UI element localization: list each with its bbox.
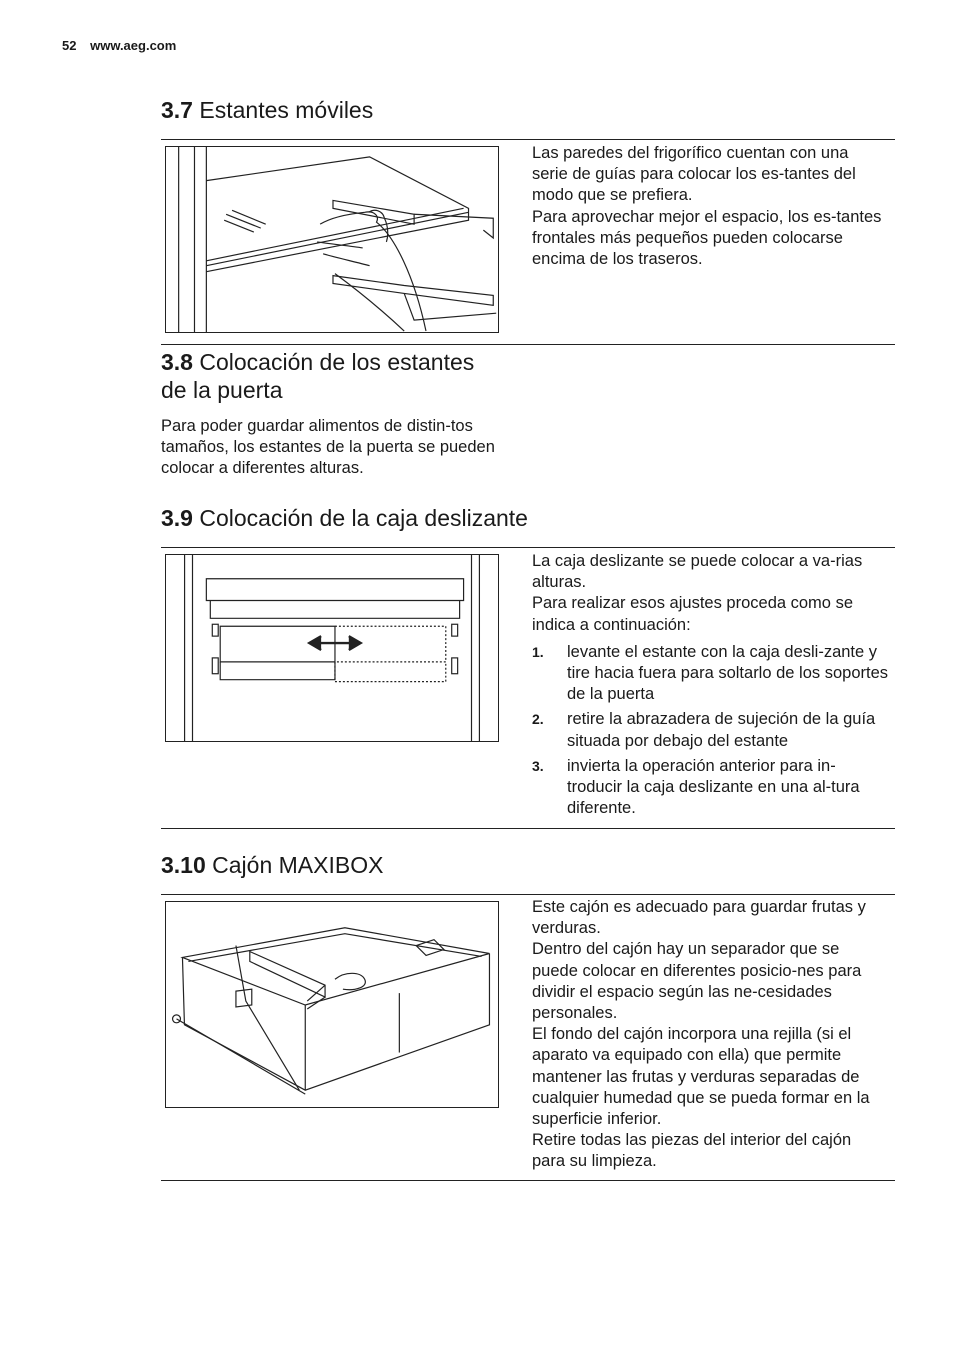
section-title-3-9 xyxy=(161,504,528,532)
figure-maxibox-drawer xyxy=(165,901,499,1108)
step-number: 3. xyxy=(532,757,544,774)
paragraph: La caja deslizante se puede colocar a va-rias alturas. xyxy=(532,552,863,592)
paragraph: Para realizar esos ajustes proceda como se indica a continuación: xyxy=(532,594,853,634)
paragraph: Este cajón es adecuado para guardar frutas y verduras. xyxy=(532,898,866,938)
list-item xyxy=(532,709,888,751)
figure-shelves xyxy=(165,146,499,333)
section-divider xyxy=(161,344,895,345)
section-title-3-8 xyxy=(161,348,474,404)
figure-sliding-box xyxy=(165,554,499,742)
steps-list xyxy=(532,642,888,820)
section-title-text: Cajón MAXIBOX xyxy=(212,852,384,878)
section-number: 3.9 xyxy=(161,505,193,531)
step-text: levante el estante con la caja desli-zante y tire hacia fuera para soltarlo de los soportes de la puerta xyxy=(567,642,889,704)
section-title-text: Estantes móviles xyxy=(199,97,374,123)
list-item xyxy=(532,756,888,820)
section-title-3-10 xyxy=(161,851,383,879)
step-text: invierta la operación anterior para in-troducir la caja deslizante en una al-tura diferente. xyxy=(567,756,860,818)
step-number: 1. xyxy=(532,643,544,660)
section-divider xyxy=(161,1180,895,1181)
section-title-3-7 xyxy=(161,96,373,124)
section-number: 3.7 xyxy=(161,97,193,123)
paragraph: Para aprovechar mejor el espacio, los es-tantes frontales más pequeños pueden colocarse encima de los traseros. xyxy=(532,207,882,269)
step-number: 2. xyxy=(532,711,544,728)
section-title-text: Colocación de la caja deslizante xyxy=(199,505,528,531)
text-3-10 xyxy=(532,897,888,1173)
paragraph: Dentro del cajón hay un separador que se puede colocar en diferentes posicio-nes para dividir el espacio según las ne-cesidades personales. xyxy=(532,940,862,1023)
paragraph: El fondo del cajón incorpora una rejilla (si el aparato va equipado con ella) que permite mantener las frutas y verduras separadas de cualquier humedad que se pueda formar en la superficie inferior. xyxy=(532,1025,870,1129)
step-text: retire la abrazadera de sujeción de la guía situada por debajo del estante xyxy=(567,710,876,750)
section-title-text: de la puerta xyxy=(161,377,283,403)
section-divider xyxy=(161,139,895,140)
page-header xyxy=(62,38,176,53)
section-divider xyxy=(161,894,895,895)
section-divider xyxy=(161,828,895,829)
section-divider xyxy=(161,547,895,548)
paragraph: Las paredes del frigorífico cuentan con una serie de guías para colocar los es-tantes del modo que se prefiera. xyxy=(532,144,856,205)
paragraph: Retire todas las piezas del interior del cajón para su limpieza. xyxy=(532,1131,852,1171)
sliding-box-illustration xyxy=(166,555,498,741)
shelf-hand-illustration xyxy=(166,147,498,332)
website-link[interactable]: www.aeg.com xyxy=(90,38,177,53)
text-3-7 xyxy=(532,143,888,270)
paragraph-3-8: Para poder guardar alimentos de distin-tos tamaños, los estantes de la puerta se pueden colocar a diferentes alturas. xyxy=(161,417,495,478)
page-number: 52 xyxy=(62,38,77,53)
section-number: 3.8 xyxy=(161,349,193,375)
text-3-9 xyxy=(532,551,888,823)
section-number: 3.10 xyxy=(161,852,206,878)
list-item xyxy=(532,642,888,706)
maxibox-drawer-illustration xyxy=(166,902,498,1107)
section-title-text: Colocación de los estantes xyxy=(199,349,475,375)
